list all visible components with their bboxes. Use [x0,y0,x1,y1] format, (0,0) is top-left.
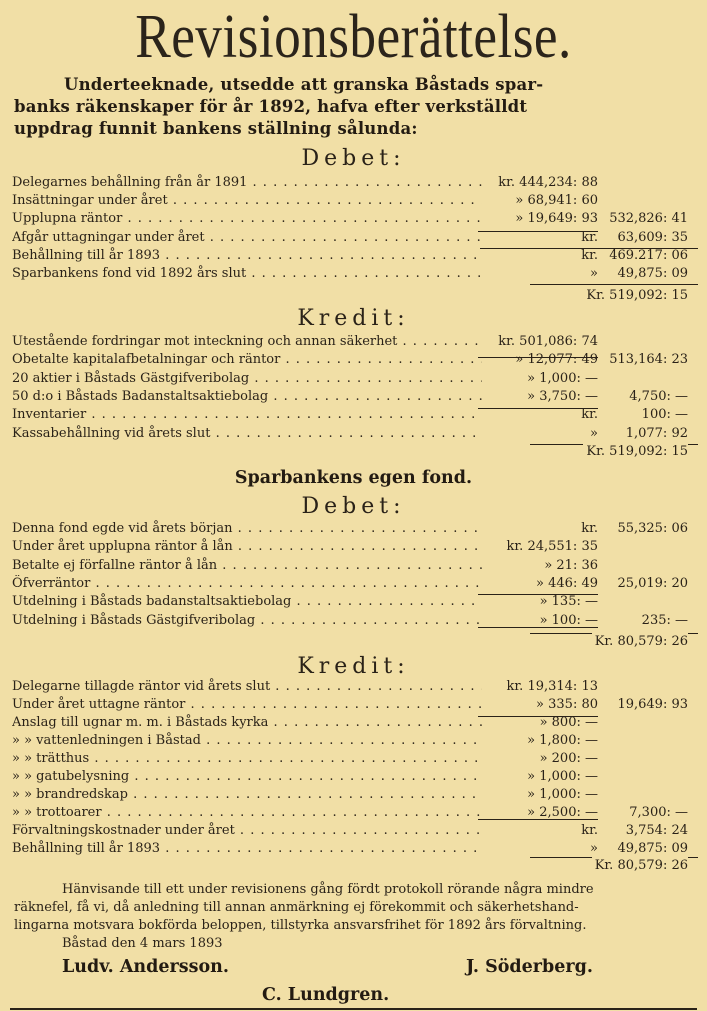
subtotal-rule [478,819,598,820]
ledger-row [12,822,698,839]
ledger-amount: » 21: 36 [541,557,598,574]
subtotal-rule [478,231,598,232]
ledger-amount: » 1,000: — [524,786,598,803]
ledger-amount: » 135: — [537,593,598,610]
closing-paragraph [14,881,694,953]
intro-paragraph [14,74,698,140]
ledger-label: Insättningar under året . . . [12,192,482,209]
ledger-label: » » gatubelysning . . . [12,768,482,785]
subtotal-rule [480,248,698,249]
subtotal-rule [478,357,598,358]
closing-line: räknefel, få vi, då anledning till annan anmärkning ej förekommit och säkerhetshand- [14,900,579,915]
ledger-label: Förvaltningskostnader under året . . . [12,822,482,839]
ledger-amount: kr. 501,086: 74 [495,333,598,350]
ledger-total: 49,875: 09 [614,840,688,857]
ledger-row [12,210,698,227]
ledger-label: Under året upplupna räntor å lån . . . [12,538,482,555]
ledger-unit: kr. [578,247,598,264]
ledger-amount: » 1,000: — [524,370,598,387]
ledger-row [12,768,698,785]
ledger-label: 50 d:o i Båstads Badanstaltsaktiebolag . . . [12,388,482,405]
ledger-row [12,174,698,191]
ledger-amount: » 446: 49 [533,575,598,592]
ledger-unit: kr. [578,406,598,423]
subtotal-rule [478,594,598,595]
section2-debet-heading: Debet: [301,494,406,519]
subtotal-rule [478,627,598,628]
section2-debet-total-row [12,633,698,650]
ledger-label: Inventarier . . . [12,406,482,423]
ledger-label: Betalte ej förfallne räntor å lån . . . [12,557,482,574]
ledger-total: 532,826: 41 [606,210,688,227]
ledger-total: 513,164: 23 [606,351,688,368]
ledger-label: Upplupna räntor . . . [12,210,482,227]
ledger-label: Behållning till år 1893 . . . [12,247,482,264]
ledger-row [12,333,698,350]
ledger-total: 55,325: 06 [614,520,688,537]
ledger-label: Öfverräntor . . . [12,575,482,592]
ledger-label: Afgår uttagningar under året . . . [12,229,482,246]
total-rule [530,284,698,285]
ledger-amount: kr. 19,314: 13 [504,678,598,695]
ledger-amount: » 1,000: — [524,768,598,785]
ledger-row [12,612,698,629]
ledger-unit: kr. [578,822,598,839]
section2-kredit-total-row [12,857,698,874]
ledger-row [12,538,698,555]
ledger-total: 100: — [639,406,688,423]
closing-line: Hänvisande till ett under revisionens gång fördt protokoll rörande några mindre [62,882,594,897]
ledger-row [12,696,698,713]
ledger-amount: » 800: — [537,714,598,731]
ledger-amount: » 200: — [537,750,598,767]
total-amount: Kr. 80,579: 26 [592,633,688,650]
subtotal-rule [478,408,598,409]
ledger-label: Utdelning i Båstads Gästgifveribolag . . . [12,612,482,629]
ledger-row [12,840,698,857]
ledger-label: Sparbankens fond vid 1892 års slut . . . [12,265,482,282]
ledger-row [12,425,698,442]
section2-kredit-heading: Kredit: [297,654,410,679]
section2-heading: Sparbankens egen fond. [234,468,473,488]
section1-kredit-total-row [12,443,698,460]
ledger-row [12,265,698,282]
ledger-row [12,678,698,695]
ledger-row [12,593,698,610]
ledger-label: 20 aktier i Båstads Gästgifveribolag . . . [12,370,482,387]
ledger-row [12,351,698,368]
ledger-unit: kr. [578,229,598,246]
ledger-row [12,786,698,803]
ledger-total: 235: — [639,612,688,629]
closing-line: lingarna motsvara bokförda beloppen, tillstyrka ansvarsfrihet för 1892 års förvaltning. [14,918,587,933]
ledger-row [12,557,698,574]
ledger-total: 4,750: — [626,388,688,405]
ledger-label: » » trätthus . . . [12,750,482,767]
ledger-amount: » 100: — [537,612,598,629]
ledger-row [12,520,698,537]
ledger-total: 469.217: 06 [606,247,688,264]
ledger-total: 7,300: — [626,804,688,821]
ledger-amount: » 335: 80 [533,696,598,713]
ledger-row [12,247,698,264]
ledger-row [12,750,698,767]
ledger-label: Delegarnes behållning från år 1891 . . . [12,174,482,191]
section1-debet-heading: Debet: [301,146,406,171]
ledger-unit: » [587,265,598,282]
ledger-total: 3,754: 24 [623,822,688,839]
ledger-label: » » brandredskap . . . [12,786,482,803]
ledger-amount: » 12,077: 49 [512,351,598,368]
closing-line: Båstad den 4 mars 1893 [62,936,223,951]
ledger-label: Utestående fordringar mot inteckning och annan säkerhet . . . [12,333,482,350]
ledger-label: Delegarne tillagde räntor vid årets slut . . . [12,678,482,695]
ledger-row [12,732,698,749]
ledger-row [12,370,698,387]
ledger-amount: » 68,941: 60 [512,192,598,209]
intro-line: banks räkenskaper för år 1892, hafva efter verkställdt [14,97,528,116]
ledger-label: Anslag till ugnar m. m. i Båstads kyrka . . . [12,714,482,731]
ledger-row [12,388,698,405]
ledger-total: 49,875: 09 [614,265,688,282]
ledger-total: 1,077: 92 [623,425,688,442]
ledger-label: Obetalte kapitalafbetalningar och räntor . . . [12,351,482,368]
section1-debet-total-row [12,287,698,304]
ledger-total: 19,649: 93 [614,696,688,713]
ledger-label: Utdelning i Båstads badanstaltsaktiebolag . . . [12,593,482,610]
ledger-amount: » 19,649: 93 [512,210,598,227]
ledger-unit: » [587,840,598,857]
document-title: Revisionsberättelse. [135,3,572,71]
ledger-label: » » trottoarer . . . [12,804,482,821]
intro-line: uppdrag funnit bankens ställning sålunda: [14,119,418,138]
intro-line: Underteeknade, utsedde att granska Båstads spar- [64,75,544,94]
signature-first: Ludv. Andersson. [62,957,229,977]
ledger-total: 25,019: 20 [614,575,688,592]
bottom-rule [10,1008,697,1010]
ledger-total: 63,609: 35 [614,229,688,246]
ledger-label: Behållning till år 1893 . . . [12,840,482,857]
ledger-label: Kassabehållning vid årets slut . . . [12,425,482,442]
ledger-amount: kr. 444,234: 88 [495,174,598,191]
total-amount: Kr. 519,092: 15 [583,443,688,460]
ledger-label: Denna fond egde vid årets början . . . [12,520,482,537]
total-amount: Kr. 519,092: 15 [583,287,688,304]
ledger-label: Under året uttagne räntor . . . [12,696,482,713]
ledger-label: » » vattenledningen i Båstad . . . [12,732,482,749]
signature-third: C. Lundgren. [262,985,390,1005]
total-amount: Kr. 80,579: 26 [592,857,688,874]
signature-second: J. Söderberg. [466,957,593,977]
subtotal-rule [478,716,598,717]
ledger-amount: » 1,800: — [524,732,598,749]
ledger-amount: » 2,500: — [524,804,598,821]
ledger-unit: » [587,425,598,442]
ledger-row [12,192,698,209]
ledger-row [12,575,698,592]
ledger-amount: » 3,750: — [524,388,598,405]
section1-kredit-heading: Kredit: [297,306,410,331]
ledger-amount: kr. 24,551: 35 [504,538,598,555]
ledger-unit: kr. [578,520,598,537]
